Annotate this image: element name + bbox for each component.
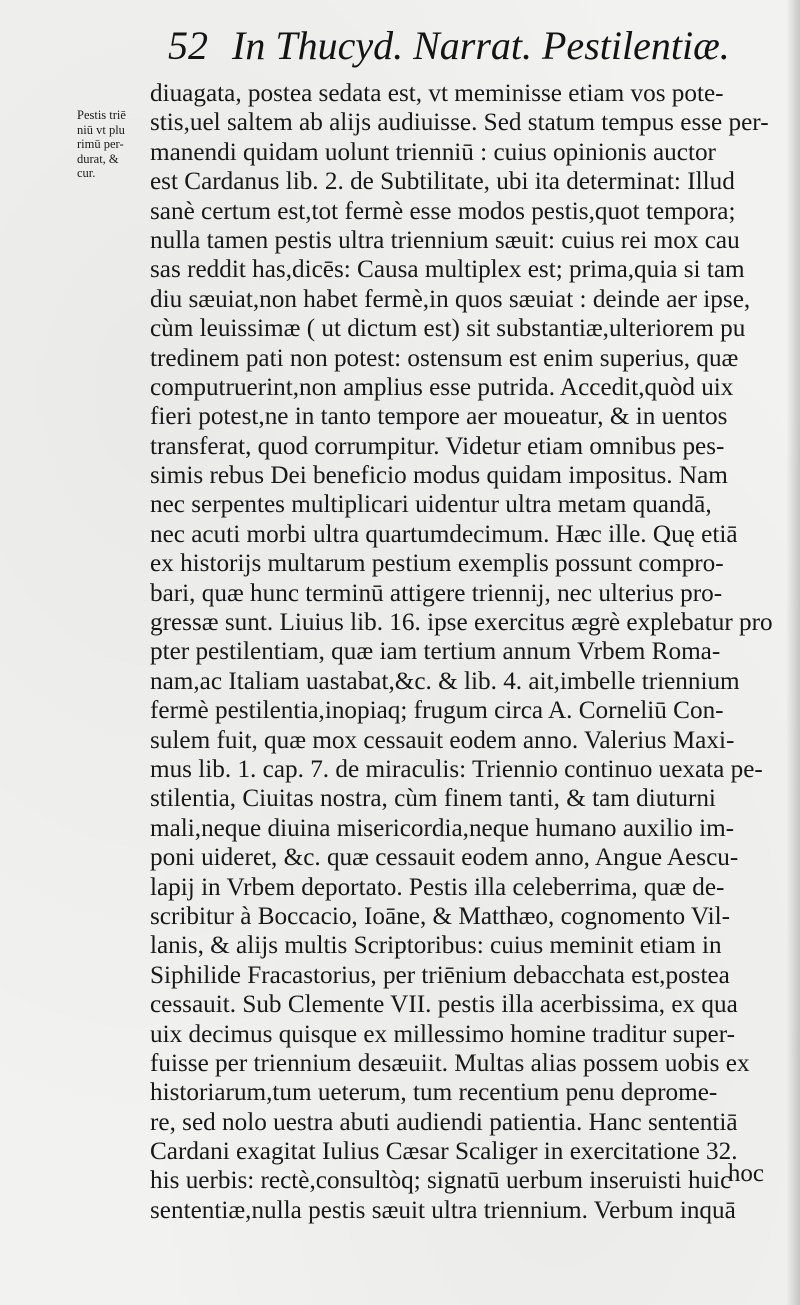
text-line: simis rebus Dei beneficio modus quidam impositus. Nam	[150, 462, 728, 490]
text-line: ex historijs multarum pestium exemplis possunt compro-	[150, 550, 724, 578]
text-line: Siphilide Fracastorius, per triēnium debacchata est,postea	[150, 961, 730, 989]
text-line: fieri potest,ne in tanto tempore aer moueatur, & in uentos	[150, 403, 728, 431]
text-line: sententiæ,nulla pestis sæuit ultra triennium. Verbum inquā	[150, 1196, 736, 1224]
text-line: diuagata, postea sedata est, vt meminisse etiam vos pote-	[150, 80, 724, 107]
text-line: nec serpentes multiplicari uidentur ultra metam quandā,	[150, 491, 712, 519]
marginal-note-line: Pestis triē	[77, 108, 126, 122]
text-line: sanè certum est,tot fermè esse modos pestis,quot tempora;	[150, 197, 736, 225]
text-line: bari, quæ hunc terminū attigere triennij, nec ulterius pro-	[150, 579, 723, 607]
text-line: his uerbis: rectè,consultòq; signatū uerbum inseruisti huic	[150, 1167, 732, 1195]
text-line: mus lib. 1. cap. 7. de miraculis: Triennio continuo uexata pe-	[150, 755, 763, 783]
text-line: nulla tamen pestis ultra triennium sæuit: cuius rei mox cau	[150, 226, 740, 254]
text-line: sulem fuit, quæ mox cessauit eodem anno. Valerius Maxi-	[150, 726, 735, 754]
marginal-note-line: rimū per-	[77, 137, 124, 151]
text-line: cùm leuissimæ ( ut dictum est) sit substantiæ,ulteriorem pu	[150, 315, 746, 343]
running-title: In Thucyd. Narrat. Pestilentiæ.	[232, 23, 730, 68]
text-line: sas reddit has,dicēs: Causa multiplex est; prima,quia si tam	[150, 256, 745, 284]
text-line: uix decimus quisque ex millessimo homine traditur super-	[150, 1020, 736, 1048]
marginal-note	[77, 108, 147, 181]
text-line: pter pestilentiam, quæ iam tertium annum Vrbem Roma-	[150, 638, 721, 666]
text-line: fermè pestilentia,inopiaq; frugum circa A. Corneliū Con-	[150, 697, 724, 725]
text-line: computruerint,non amplius esse putrida. Accedit,quòd uix	[150, 373, 734, 401]
page-number: 52	[168, 23, 208, 68]
marginal-note-line: cur.	[77, 166, 96, 180]
running-header	[168, 22, 768, 70]
text-line: Cardani exagitat Iulius Cæsar Scaliger in exercitatione 32.	[150, 1138, 738, 1166]
text-line: lapij in Vrbem deportato. Pestis illa celeberrima, quæ de-	[150, 873, 725, 901]
text-line: transferat, quod corrumpitur. Videtur etiam omnibus pes-	[150, 432, 725, 460]
marginal-note-line: durat, &	[77, 151, 119, 166]
text-line: re, sed nolo uestra abuti audiendi patientia. Hanc sententiā	[150, 1108, 738, 1136]
text-line: poni uideret, &c. quæ cessauit eodem anno, Angue Aescu-	[150, 844, 739, 872]
page-edge-shadow	[786, 0, 800, 1305]
text-line: manendi quidam uolunt trienniū : cuius opinionis auctor	[150, 138, 716, 166]
text-line: nec acuti morbi ultra quartumdecimum. Hæc ille. Quę etiā	[150, 520, 738, 548]
text-line: mali,neque diuina misericordia,neque humano auxilio im-	[150, 814, 735, 842]
text-line: fuisse per triennium desæuiit. Multas alias possem uobis ex	[150, 1049, 750, 1077]
text-line: est Cardanus lib. 2. de Subtilitate, ubi ita determinat: Illud	[150, 168, 735, 196]
catchword: hoc	[727, 1160, 764, 1187]
text-line: tredinem pati non potest: ostensum est enim superius, quæ	[150, 344, 739, 372]
text-line: diu sæuiat,non habet fermè,in quos sæuiat : deinde aer ipse,	[150, 285, 751, 313]
text-line: stilentia, Ciuitas nostra, cùm finem tanti, & tam diuturni	[150, 785, 716, 813]
text-line: gressæ sunt. Liuius lib. 16. ipse exercitus ægrè explebatur pro	[150, 609, 773, 637]
body-text	[150, 79, 790, 1225]
text-line: stis,uel saltem ab alijs audiuisse. Sed statum tempus esse per-	[150, 109, 769, 137]
text-line: lanis, & alijs multis Scriptoribus: cuius meminit etiam in	[150, 932, 722, 960]
text-line: cessauit. Sub Clemente VII. pestis illa acerbissima, ex qua	[150, 991, 738, 1019]
text-line: scribitur à Boccacio, Ioāne, & Matthæo, cognomento Vil-	[150, 902, 730, 930]
text-line: nam,ac Italiam uastabat,&c. & lib. 4. ait,imbelle triennium	[150, 667, 740, 695]
marginal-note-line: niū vt plu	[77, 122, 125, 137]
text-line: historiarum,tum ueterum, tum recentium penu deprome-	[150, 1079, 718, 1107]
